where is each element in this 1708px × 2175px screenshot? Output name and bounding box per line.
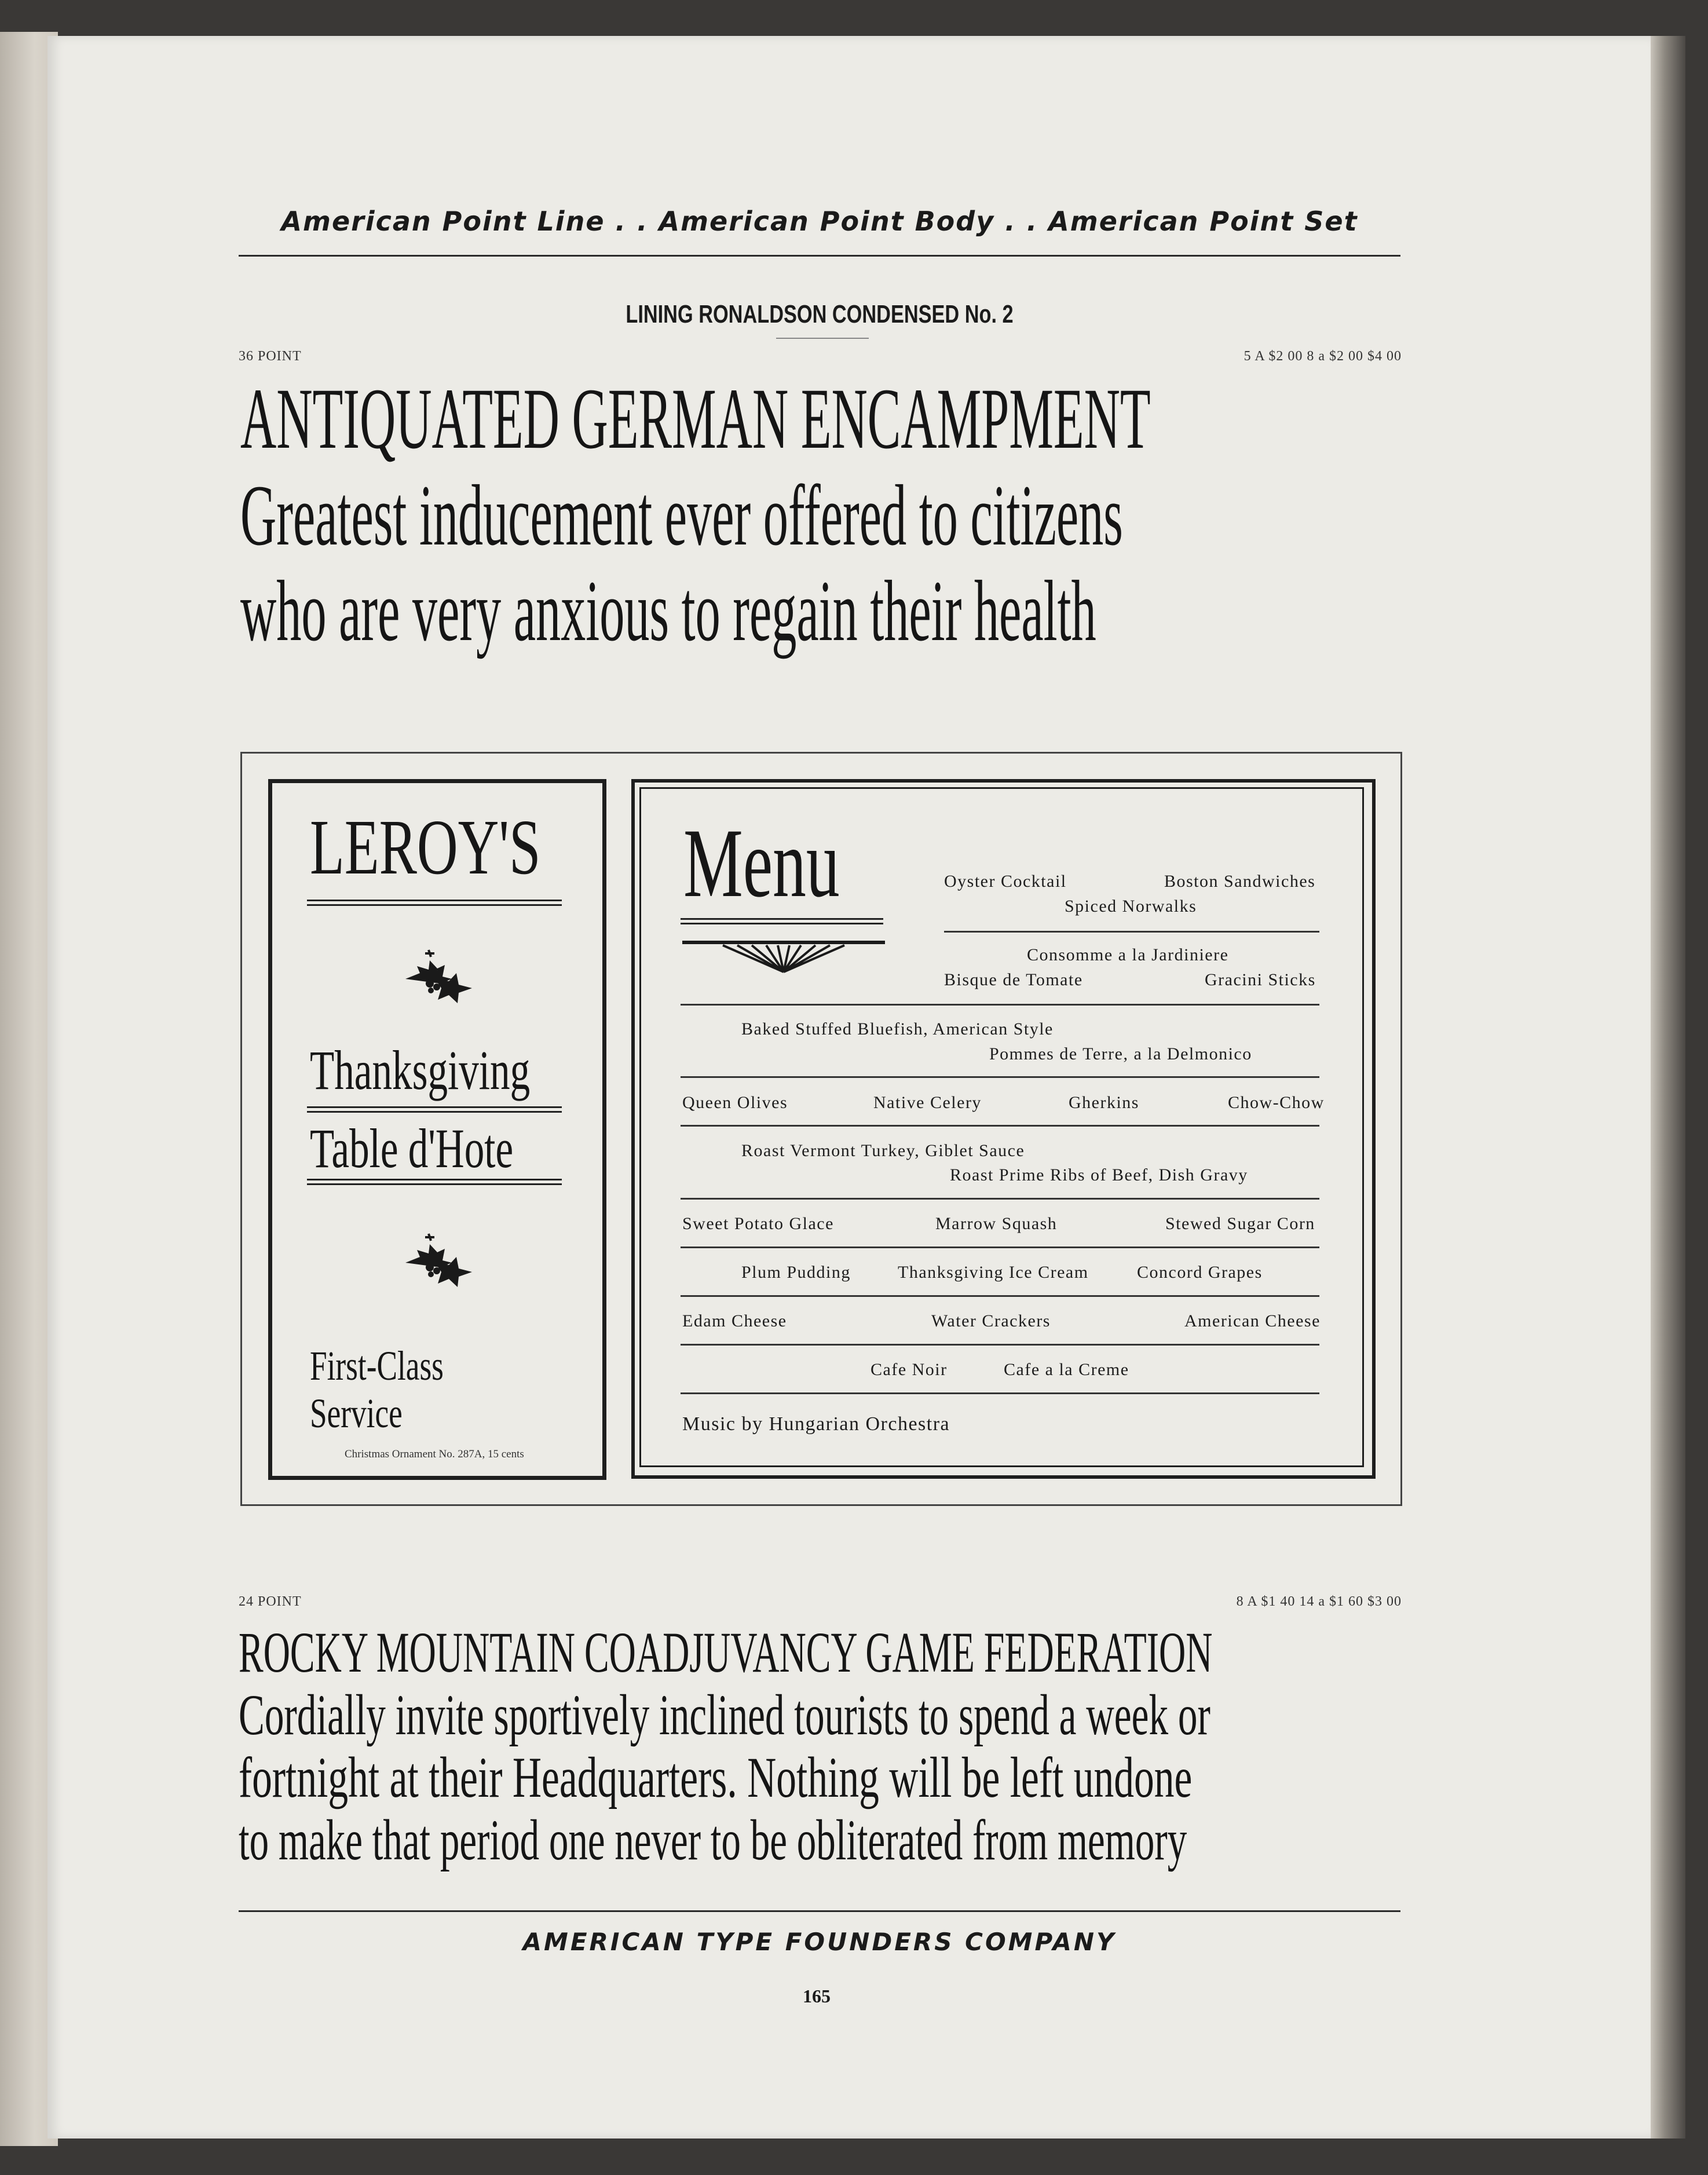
menu-divider (681, 1392, 1319, 1394)
ad-rule-3 (307, 1179, 562, 1185)
header-rule (239, 255, 1400, 257)
footer-company: AMERICAN TYPE FOUNDERS COMPANY (522, 1928, 1117, 1956)
menu-item: Consomme a la Jardiniere (1027, 945, 1229, 964)
menu-divider (681, 1004, 1319, 1006)
size-label-24: 24 POINT (239, 1594, 302, 1609)
menu-divider (681, 1295, 1319, 1297)
menu-item: Boston Sandwiches (1164, 872, 1316, 891)
holly-icon (394, 1227, 481, 1296)
page-header: American Point Line . . American Point Body . . American Point Set (281, 206, 1358, 237)
ad-line-thanksgiving: Thanksgiving (310, 1039, 531, 1101)
menu-item: Baked Stuffed Bluefish, American Style (741, 1019, 1054, 1039)
menu-item: Plum Pudding (741, 1263, 851, 1282)
specimen-24-line-4: to make that period one never to be obliterated from memory (239, 1808, 1187, 1872)
menu-divider (681, 1198, 1319, 1200)
menu-item: Water Crackers (931, 1311, 1051, 1330)
menu-item: Thanksgiving Ice Cream (898, 1263, 1089, 1282)
size-label-36: 36 POINT (239, 349, 302, 364)
menu-item: Edam Cheese (682, 1311, 787, 1330)
menu-item: Roast Prime Ribs of Beef, Dish Gravy (950, 1165, 1248, 1185)
menu-divider (681, 1076, 1319, 1078)
ad-service-2: Service (310, 1390, 403, 1436)
menu-item: Gherkins (1069, 1093, 1139, 1112)
menu-item: Native Celery (873, 1093, 982, 1112)
specimen-36-line-1: ANTIQUATED GERMAN ENCAMPMENT (240, 371, 1151, 467)
page-number: 165 (803, 1986, 831, 2006)
price-24: 8 A $1 40 14 a $1 60 $3 00 (1236, 1594, 1402, 1609)
menu-item: Roast Vermont Turkey, Giblet Sauce (741, 1141, 1025, 1160)
menu-title-rule (681, 918, 883, 924)
menu-item: Concord Grapes (1137, 1263, 1263, 1282)
menu-item: Bisque de Tomate (944, 970, 1083, 989)
ad-service-1: First-Class (310, 1343, 444, 1389)
price-36: 5 A $2 00 8 a $2 00 $4 00 (1243, 349, 1402, 364)
footer-rule (239, 1910, 1400, 1912)
menu-title: Menu (683, 809, 840, 917)
typeface-name: LINING RONALDSON CONDENSED No. 2 (626, 300, 1014, 328)
ad-line-table: Table d'Hote (310, 1117, 514, 1179)
specimen-36-line-2: Greatest inducement ever offered to citizens (240, 467, 1123, 564)
book-cover-edge (1651, 36, 1685, 2139)
menu-divider (681, 1246, 1319, 1248)
menu-divider (681, 1344, 1319, 1346)
menu-divider (681, 1125, 1319, 1127)
menu-item: Chow-Chow (1228, 1093, 1325, 1112)
menu-divider (944, 931, 1319, 933)
menu-item: Cafe Noir (871, 1360, 948, 1379)
fan-ornament-icon (682, 937, 885, 978)
menu-item: Marrow Squash (935, 1214, 1058, 1233)
menu-item: Oyster Cocktail (944, 872, 1067, 891)
ad-caption: Christmas Ornament No. 287A, 15 cents (345, 1448, 524, 1460)
ad-rule-2 (307, 1106, 562, 1113)
specimen-24-line-3: fortnight at their Headquarters. Nothing will be left undone (239, 1745, 1193, 1810)
menu-item: Sweet Potato Glace (682, 1214, 834, 1233)
menu-item: American Cheese (1184, 1311, 1321, 1330)
title-underline (776, 338, 869, 339)
menu-item: Stewed Sugar Corn (1165, 1214, 1315, 1233)
specimen-24-line-1: ROCKY MOUNTAIN COADJUVANCY GAME FEDERATION (239, 1620, 1213, 1684)
ad-title: LEROY'S (310, 804, 541, 891)
specimen-36-line-3: who are very anxious to regain their health (240, 563, 1096, 659)
menu-music: Music by Hungarian Orchestra (682, 1413, 950, 1435)
menu-item: Pommes de Terre, a la Delmonico (989, 1044, 1252, 1063)
menu-item: Spiced Norwalks (1065, 897, 1197, 916)
ad-rule-1 (307, 900, 562, 906)
menu-item: Gracini Sticks (1205, 970, 1316, 989)
menu-item: Queen Olives (682, 1093, 788, 1112)
menu-item: Cafe a la Creme (1004, 1360, 1129, 1379)
specimen-24-line-2: Cordially invite sportively inclined tourists to spend a week or (239, 1683, 1210, 1747)
holly-icon (394, 943, 481, 1012)
